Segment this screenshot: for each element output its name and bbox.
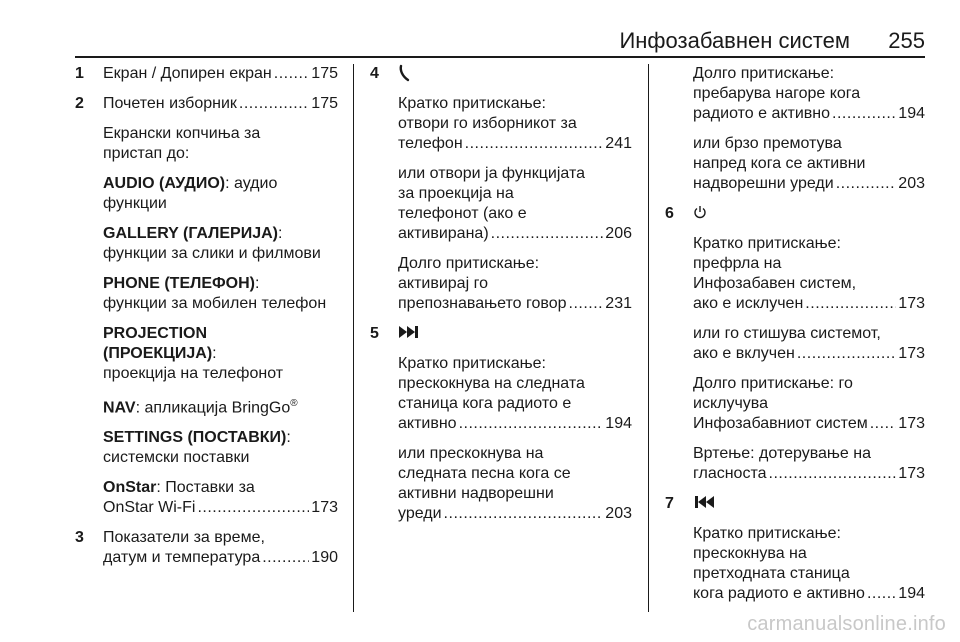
dot-leader bbox=[239, 94, 309, 114]
item-number: 4 bbox=[370, 65, 379, 82]
index-item bbox=[665, 204, 925, 484]
entry-line: Долго притискање: bbox=[693, 65, 835, 82]
entry-key: GALLERY (ГАЛЕРИЈА) bbox=[103, 225, 278, 242]
dot-leader bbox=[491, 224, 604, 244]
entry-reference bbox=[398, 134, 632, 154]
watermark: carmanualsonline.info bbox=[747, 613, 946, 635]
entry-line: Кратко притискање: bbox=[693, 525, 841, 542]
entry-line: Кратко притискање: bbox=[693, 235, 841, 252]
entry-line: прескокнува на bbox=[693, 545, 807, 562]
item-number: 7 bbox=[665, 495, 674, 512]
item-gap bbox=[398, 344, 632, 354]
item-gap bbox=[665, 194, 925, 204]
entry-page-ref: 173 bbox=[898, 345, 925, 362]
entry-key-suffix: : апликација BringGo bbox=[135, 399, 291, 417]
entry-reference bbox=[398, 224, 632, 244]
entry-line: пристап до: bbox=[103, 145, 190, 162]
entry-line: функции за слики и филмови bbox=[103, 245, 321, 262]
index-entry bbox=[103, 394, 338, 418]
entry-key-suffix: : bbox=[286, 429, 291, 447]
entry-reference bbox=[693, 294, 925, 314]
item-number: 5 bbox=[370, 325, 379, 342]
entry-page-ref: 194 bbox=[898, 105, 925, 122]
entry-heading bbox=[103, 428, 338, 448]
dot-leader bbox=[836, 174, 897, 194]
entry-ref-text: активно bbox=[398, 415, 457, 432]
index-entry bbox=[398, 164, 632, 244]
entry-page-ref: 173 bbox=[898, 465, 925, 482]
entry-page-ref: 206 bbox=[605, 225, 632, 242]
item-number: 2 bbox=[75, 95, 84, 112]
dot-leader bbox=[274, 64, 310, 84]
entry-key-suffix: : bbox=[212, 345, 217, 362]
entry-ref-text: ако е исклучен bbox=[693, 295, 804, 312]
entry-reference bbox=[398, 294, 632, 314]
index-entry bbox=[398, 354, 632, 434]
entry-ref-text: датум и температура bbox=[103, 549, 261, 567]
entry-heading bbox=[103, 174, 338, 194]
entry-line: Вртење: дотерување на bbox=[693, 445, 871, 462]
index-entry bbox=[103, 428, 338, 468]
entry-reference bbox=[693, 344, 925, 364]
index-item-continued bbox=[665, 64, 925, 194]
column-divider bbox=[353, 64, 354, 612]
entry-page-ref: 241 bbox=[605, 135, 632, 152]
entry-reference bbox=[103, 548, 338, 568]
entry-line: или го стишува системот, bbox=[693, 325, 881, 342]
entry-line: функции bbox=[103, 195, 167, 212]
entry-ref-text: Почетен изборник bbox=[103, 95, 237, 112]
power-icon bbox=[693, 204, 925, 224]
dot-leader bbox=[569, 294, 604, 314]
index-entry bbox=[103, 324, 338, 384]
index-item bbox=[370, 324, 632, 524]
entry-reference bbox=[103, 94, 338, 114]
index-entry bbox=[103, 124, 338, 164]
column-divider bbox=[648, 64, 649, 612]
entry-line: Долго притискање: го bbox=[693, 375, 853, 392]
index-entry bbox=[693, 234, 925, 314]
entry-heading bbox=[103, 274, 338, 294]
entry-reference bbox=[103, 498, 338, 518]
dot-leader bbox=[805, 294, 896, 314]
index-entry bbox=[693, 324, 925, 364]
entry-heading bbox=[103, 478, 338, 498]
entry-line: напред кога се активни bbox=[693, 155, 866, 172]
entry-line: Долго притискање: bbox=[398, 255, 540, 272]
entry-line: за проекција на bbox=[398, 185, 514, 202]
phone-icon bbox=[398, 64, 632, 84]
entry-key-suffix: : аудио bbox=[225, 175, 278, 192]
item-number: 3 bbox=[75, 529, 84, 547]
entry-line: претходната станица bbox=[693, 565, 850, 582]
item-gap bbox=[370, 314, 632, 324]
entry-page-ref: 231 bbox=[605, 295, 632, 312]
entry-reference bbox=[398, 504, 632, 524]
entry-reference bbox=[693, 104, 925, 124]
index-entry bbox=[103, 174, 338, 214]
entry-page-ref: 175 bbox=[311, 65, 338, 82]
entry-ref-text: кога радиото е активно bbox=[693, 585, 865, 602]
dot-leader bbox=[769, 464, 897, 484]
entry-ref-text: радиото е активно bbox=[693, 105, 831, 122]
index-entry bbox=[398, 94, 632, 154]
entry-line: исклучува bbox=[693, 395, 769, 412]
registered-mark: ® bbox=[290, 398, 298, 409]
index-entry bbox=[103, 224, 338, 264]
entry-line: Кратко притискање: bbox=[398, 95, 546, 112]
entry-page-ref: 194 bbox=[605, 415, 632, 432]
entry-page-ref: 203 bbox=[898, 175, 925, 192]
index-item bbox=[75, 528, 338, 568]
index-entry bbox=[103, 528, 338, 568]
dot-leader bbox=[867, 584, 896, 604]
entry-ref-text: Инфозабавниот систем bbox=[693, 415, 868, 432]
entry-line: пребарува нагоре кога bbox=[693, 85, 861, 102]
dot-leader bbox=[832, 104, 896, 124]
index-entry bbox=[693, 134, 925, 194]
item-gap bbox=[75, 518, 338, 528]
entry-key: SETTINGS (ПОСТАВКИ) bbox=[103, 429, 287, 447]
header-rule bbox=[75, 56, 925, 58]
dot-leader bbox=[197, 498, 309, 518]
dot-leader bbox=[465, 134, 604, 154]
entry-heading bbox=[103, 394, 338, 418]
index-entry bbox=[398, 444, 632, 524]
item-gap bbox=[693, 224, 925, 234]
entry-page-ref: 190 bbox=[311, 549, 338, 567]
dot-leader bbox=[797, 344, 896, 364]
entry-line: отвори го изборникот за bbox=[398, 115, 577, 132]
entry-key: AUDIO (АУДИО) bbox=[103, 175, 226, 192]
entry-line: станица кога радиото е bbox=[398, 395, 572, 412]
entry-ref-text: уреди bbox=[398, 505, 442, 522]
entry-page-ref: 203 bbox=[605, 505, 632, 522]
dot-leader bbox=[459, 414, 604, 434]
index-entry bbox=[693, 524, 925, 604]
entry-line: системски поставки bbox=[103, 449, 250, 467]
entry-reference bbox=[398, 414, 632, 434]
item-gap bbox=[693, 514, 925, 524]
entry-key-suffix: : Поставки за bbox=[156, 479, 255, 497]
entry-reference bbox=[693, 464, 925, 484]
entry-key: PHONE (ТЕЛЕФОН) bbox=[103, 275, 255, 292]
entry-line: проекција на телефонот bbox=[103, 365, 284, 382]
entry-key: NAV bbox=[103, 399, 136, 417]
entry-ref-text: активирана) bbox=[398, 225, 489, 242]
index-item bbox=[370, 64, 632, 314]
index-entry bbox=[103, 94, 338, 114]
entry-line: телефонот (ако е bbox=[398, 205, 527, 222]
index-item bbox=[75, 94, 338, 518]
header-title: Инфозабавнен систем bbox=[619, 28, 850, 53]
entry-reference bbox=[693, 414, 925, 434]
entry-line: или отвори ја функцијата bbox=[398, 165, 585, 182]
entry-ref-text: препознавањето говор bbox=[398, 295, 567, 312]
entry-ref-text: OnStar Wi-Fi bbox=[103, 499, 196, 517]
entry-line: Кратко притискање: bbox=[398, 355, 546, 372]
entry-page-ref: 173 bbox=[311, 499, 338, 517]
entry-line: Инфозабавен систем, bbox=[693, 275, 857, 292]
item-number: 6 bbox=[665, 205, 674, 222]
entry-line: или брзо премотува bbox=[693, 135, 842, 152]
entry-page-ref: 173 bbox=[898, 415, 925, 432]
column-3 bbox=[665, 64, 925, 604]
page-header bbox=[75, 22, 925, 58]
entry-line: функции за мобилен телефон bbox=[103, 295, 327, 312]
entry-line: активирај го bbox=[398, 275, 488, 292]
entry-heading bbox=[103, 224, 338, 244]
index-entry bbox=[693, 64, 925, 124]
entry-line: следната песна кога се bbox=[398, 465, 571, 482]
item-gap bbox=[665, 484, 925, 494]
entry-page-ref: 194 bbox=[898, 585, 925, 602]
entry-line: или прескокнува на bbox=[398, 445, 544, 462]
index-entry bbox=[693, 444, 925, 484]
page-number: 255 bbox=[888, 28, 925, 53]
entry-line: префрла на bbox=[693, 255, 782, 272]
entry-reference bbox=[103, 64, 338, 84]
dot-leader bbox=[870, 414, 897, 434]
entry-heading bbox=[103, 324, 338, 344]
entry-key: OnStar bbox=[103, 479, 157, 497]
item-number: 1 bbox=[75, 65, 84, 82]
dot-leader bbox=[444, 504, 604, 524]
index-entry bbox=[693, 374, 925, 434]
index-item bbox=[75, 64, 338, 84]
entry-line: Екрански копчиња за bbox=[103, 125, 261, 142]
index-entry bbox=[398, 254, 632, 314]
entry-page-ref: 175 bbox=[311, 95, 338, 112]
entry-key: PROJECTION bbox=[103, 325, 208, 342]
entry-line: Показатели за време, bbox=[103, 529, 265, 547]
index-entry bbox=[103, 274, 338, 314]
entry-ref-text: ако е вклучен bbox=[693, 345, 795, 362]
entry-ref-text: надворешни уреди bbox=[693, 175, 834, 192]
index-entry bbox=[103, 478, 338, 518]
entry-page-ref: 173 bbox=[898, 295, 925, 312]
index-entry bbox=[103, 64, 338, 84]
item-gap bbox=[398, 84, 632, 94]
dot-leader bbox=[262, 548, 309, 568]
column-2 bbox=[370, 64, 632, 524]
next-track-icon bbox=[398, 324, 632, 344]
entry-line: активни надворешни bbox=[398, 485, 554, 502]
entry-reference bbox=[693, 174, 925, 194]
item-gap bbox=[75, 84, 338, 94]
entry-key-suffix: : bbox=[255, 275, 260, 292]
entry-key: (ПРОЕКЦИЈА) bbox=[103, 345, 213, 362]
column-1 bbox=[75, 64, 338, 568]
entry-heading bbox=[103, 344, 338, 364]
entry-reference bbox=[693, 584, 925, 604]
entry-key-suffix: : bbox=[278, 225, 283, 242]
prev-track-icon bbox=[693, 494, 925, 514]
entry-ref-text: гласноста bbox=[693, 465, 767, 482]
entry-line: прескокнува на следната bbox=[398, 375, 585, 392]
entry-ref-text: Екран / Допирен екран bbox=[103, 65, 272, 82]
entry-ref-text: телефон bbox=[398, 135, 463, 152]
index-item bbox=[665, 494, 925, 604]
